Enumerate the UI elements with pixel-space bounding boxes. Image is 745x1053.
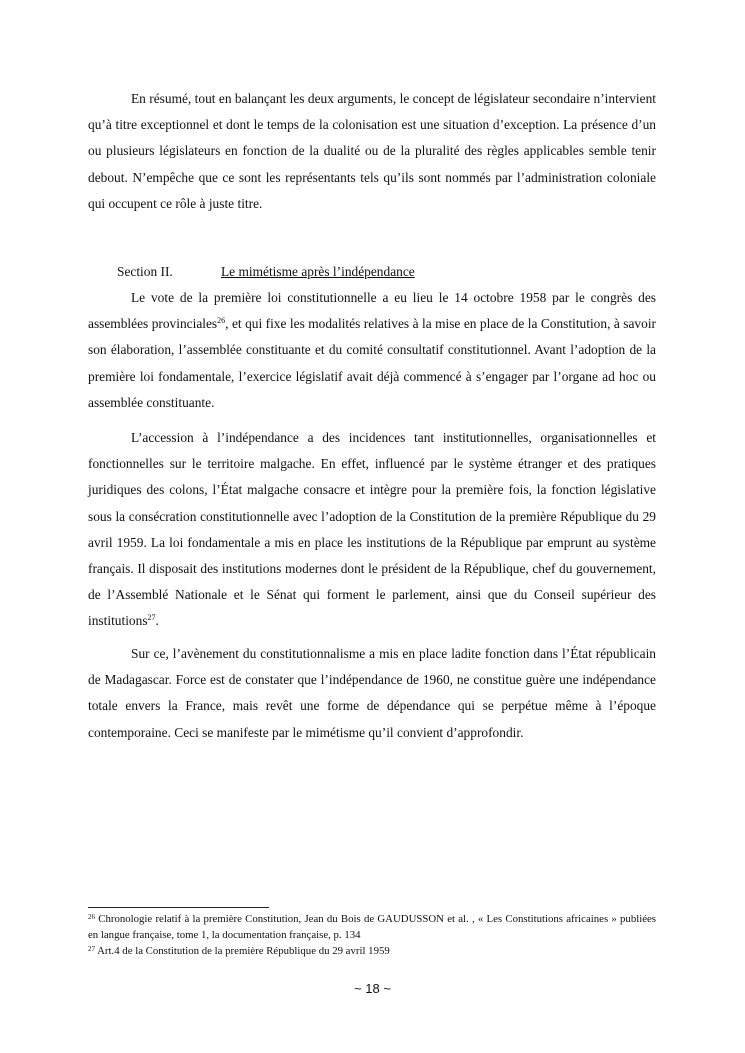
footnotes — [88, 911, 656, 959]
footnote-number: 26 — [88, 913, 95, 921]
body-paragraph — [88, 285, 656, 416]
page-number: ~ 18 ~ — [354, 981, 391, 996]
paragraph-text: , et qui fixe les modalités relatives à la mise en place de la Constitution, à savoir son élaboration, l’assemblée constituante et du comité consultatif constitutionnel. Avant l’adoption de la première loi fondamentale, l’exercice législatif avait déjà commencé à s’engager par l’organe ad hoc ou assemblée constituante. — [88, 316, 656, 410]
footnote-reference: 27 — [147, 613, 156, 623]
body-paragraph — [88, 425, 656, 635]
footnote — [88, 943, 656, 959]
section-heading — [117, 262, 415, 282]
summary-paragraph: En résumé, tout en balançant les deux arguments, le concept de législateur secondaire n’intervient qu’à titre exceptionnel et dont le temps de la colonisation est une situation d’exception. La présence d’un ou plusieurs législateurs en fonction de la dualité ou de la pluralité des règles applicables semble tenir debout. N’empêche que ce sont les représentants tels qu’ils sont nommés par l’administration coloniale qui occupent ce rôle à juste titre. — [88, 91, 656, 211]
footnote-text: Chronologie relatif à la première Constitution, Jean du Bois de GAUDUSSON et al. , « Les Constitutions africaines » publiées en langue française, tome 1, la documentation française, p. 134 — [88, 913, 657, 941]
paragraph-text: . — [155, 613, 159, 629]
footnote-reference: 26 — [217, 316, 226, 326]
paragraph-text: Le vote de la première loi constitutionnelle a eu lieu le 14 octobre 1958 par le congrès des assemblées provinciales — [88, 290, 656, 332]
section-label: Section II. — [117, 264, 173, 279]
footnote-number: 27 — [88, 945, 95, 953]
body-paragraph: Sur ce, l’avènement du constitutionnalisme a mis en place ladite fonction dans l’État républicain de Madagascar. Force est de constater que l’indépendance de 1960, ne constitue guère une indépendance totale envers la France, mais revêt une forme de dépendance qui se perpétue même à l’époque contemporaine. Ceci se manifeste par le mimétisme qu’il convient d’approfondir. — [88, 646, 656, 740]
footnote — [88, 911, 656, 943]
paragraph-text: L’accession à l’indépendance a des incidences tant institutionnelles, organisationnelles et fonctionnelles sur le territoire malgache. En effet, influencé par le système étranger et des pratiques juridiques des colons, l’État malgache consacre et intègre pour la première fois, la fonction législative sous la consécration constitutionnelle avec l’adoption de la Constitution de la première République du 29 avril 1959. La loi fondamentale a mis en place les institutions de la République par emprunt au système français. Il disposait des institutions modernes dont le président de la République, chef du gouvernement, de l’Assemblé Nationale et le Sénat qui forment le parlement, ainsi que du Conseil supérieur des institutions — [88, 430, 656, 629]
section-title: Le mimétisme après l’indépendance — [221, 264, 415, 279]
footnote-text: Art.4 de la Constitution de la première République du 29 avril 1959 — [97, 945, 390, 957]
footnote-separator — [88, 907, 269, 908]
